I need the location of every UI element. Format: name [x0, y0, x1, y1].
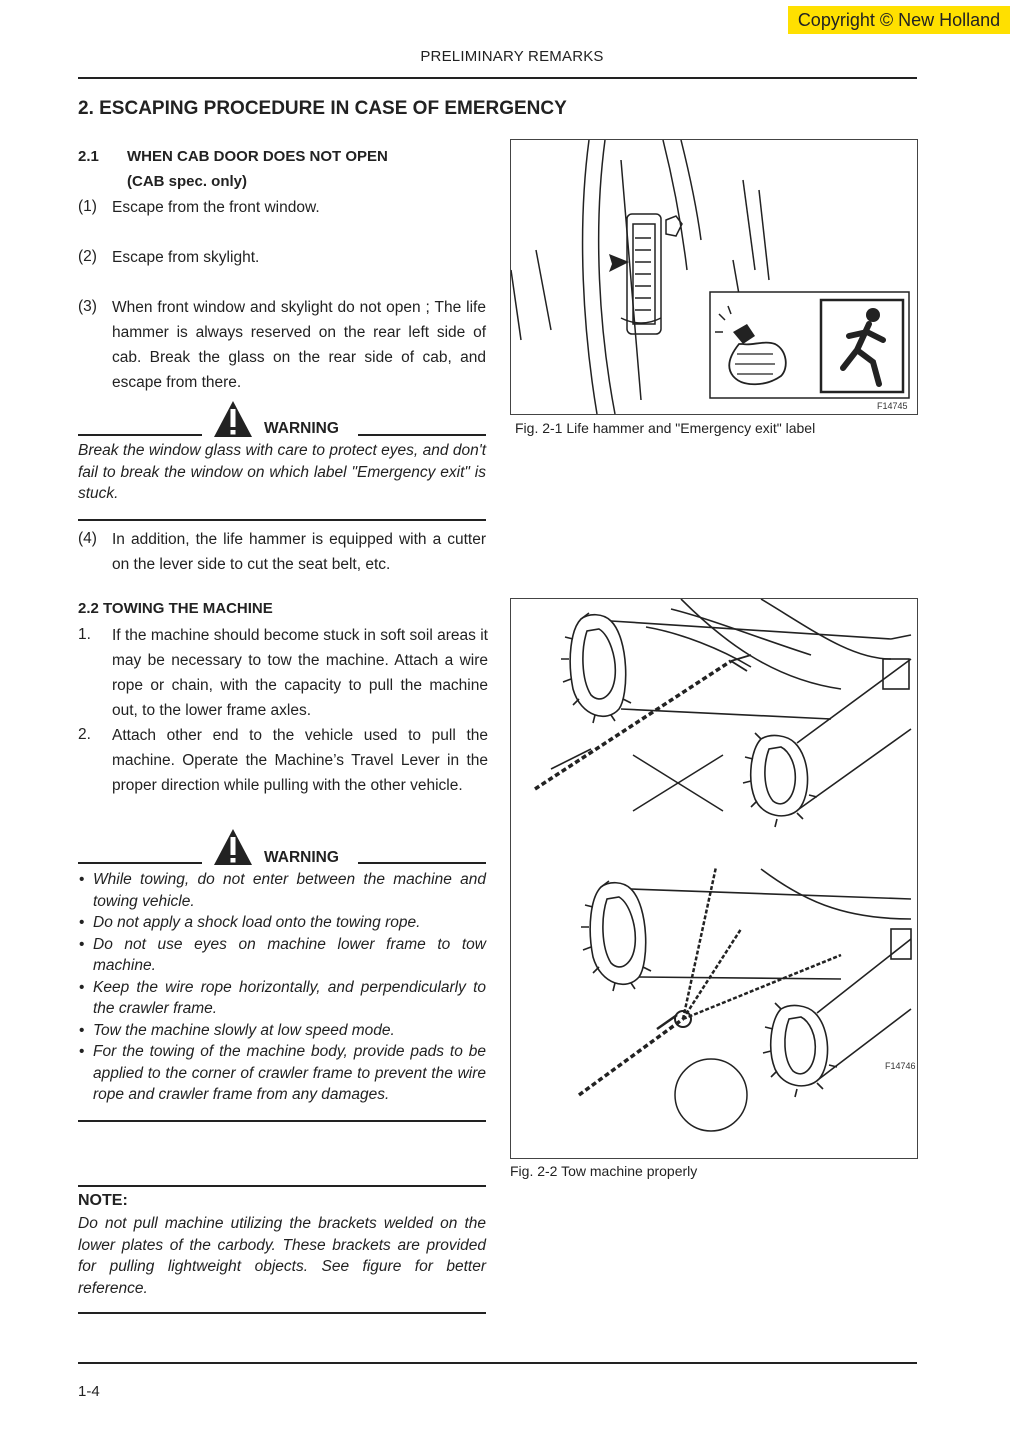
subsection-title: 2.2 TOWING THE MACHINE [78, 600, 273, 617]
warning-rule-left [78, 862, 202, 864]
item-number: (3) [78, 298, 97, 315]
warning-end-rule [78, 1120, 486, 1122]
warning-bullet: • While towing, do not enter between the machine and towing vehicle. [78, 869, 486, 912]
page-header: PRELIMINARY REMARKS [420, 48, 604, 65]
item-text: Attach other end to the vehicle used to pull the machine. Operate the Machine’s Travel Lever in the proper direction while pulling with the other vehicle. [112, 727, 488, 794]
subsection-number: 2.1 [78, 148, 99, 165]
figure-code: F14746 [885, 1061, 916, 1071]
item-number: (4) [78, 530, 97, 547]
warning-bullet: • Tow the machine slowly at low speed mode. [78, 1020, 486, 1042]
item-text: When front window and skylight do not open ; The life hammer is always reserved on the rear left side of cab. Break the glass on the rear side of cab, and escape from there. [112, 299, 486, 391]
warning-bullet: • Do not apply a shock load onto the towing rope. [78, 912, 486, 934]
warning-list [78, 869, 486, 1106]
copyright-badge: Copyright © New Holland [788, 6, 1010, 34]
figure-life-hammer [510, 139, 918, 415]
header-rule [78, 77, 917, 79]
subsection-title-note: (CAB spec. only) [127, 173, 248, 190]
figure-caption: Fig. 2-1 Life hammer and "Emergency exit" label [515, 420, 816, 436]
warning-label: WARNING [264, 420, 339, 437]
item-number: 2. [78, 726, 91, 743]
note-label: NOTE: [78, 1192, 128, 1209]
item-text: Escape from skylight. [112, 249, 260, 266]
note-bottom-rule [78, 1312, 486, 1314]
figure-tow-machine [510, 598, 918, 1159]
warning-rule-right [358, 434, 486, 436]
life-hammer-illustration [511, 140, 917, 414]
item-number: 1. [78, 626, 91, 643]
item-text: In addition, the life hammer is equipped with a cutter on the lever side to cut the seat belt, etc. [112, 531, 486, 573]
warning-bullet: • Do not use eyes on machine lower frame to tow machine. [78, 934, 486, 977]
item-number: (1) [78, 198, 97, 215]
figure-code: F14745 [877, 401, 908, 411]
tow-machine-illustration [511, 599, 917, 1158]
warning-end-rule [78, 519, 486, 521]
warning-triangle-icon [213, 400, 253, 438]
warning-rule-left [78, 434, 202, 436]
warning-bullet: • Keep the wire rope horizontally, and perpendicularly to the crawler frame. [78, 977, 486, 1020]
item-number: (2) [78, 248, 97, 265]
subsection-title: WHEN CAB DOOR DOES NOT OPEN [127, 148, 388, 165]
footer-rule [78, 1362, 917, 1364]
warning-text: Break the window glass with care to protect eyes, and don't fail to break the window on which label "Emergency exit" is stuck. [78, 442, 486, 502]
item-text: Escape from the front window. [112, 199, 320, 216]
section-title: 2. ESCAPING PROCEDURE IN CASE OF EMERGENCY [78, 98, 567, 119]
page-number: 1-4 [78, 1383, 100, 1400]
note-top-rule [78, 1185, 486, 1187]
warning-rule-right [358, 862, 486, 864]
note-text: Do not pull machine utilizing the brackets welded on the lower plates of the carbody. These brackets are provided for pulling lightweight objects. See figure for better reference. [78, 1215, 486, 1297]
warning-label: WARNING [264, 849, 339, 866]
warning-bullet: • For the towing of the machine body, provide pads to be applied to the corner of crawler frame to prevent the wire rope and crawler frame from any damages. [78, 1041, 486, 1106]
warning-triangle-icon [213, 828, 253, 866]
item-text: If the machine should become stuck in soft soil areas it may be necessary to tow the machine. Attach a wire rope or chain, with the capacity to pull the machine out, to the lower frame axles. [112, 627, 488, 719]
figure-caption: Fig. 2-2 Tow machine properly [510, 1163, 698, 1179]
